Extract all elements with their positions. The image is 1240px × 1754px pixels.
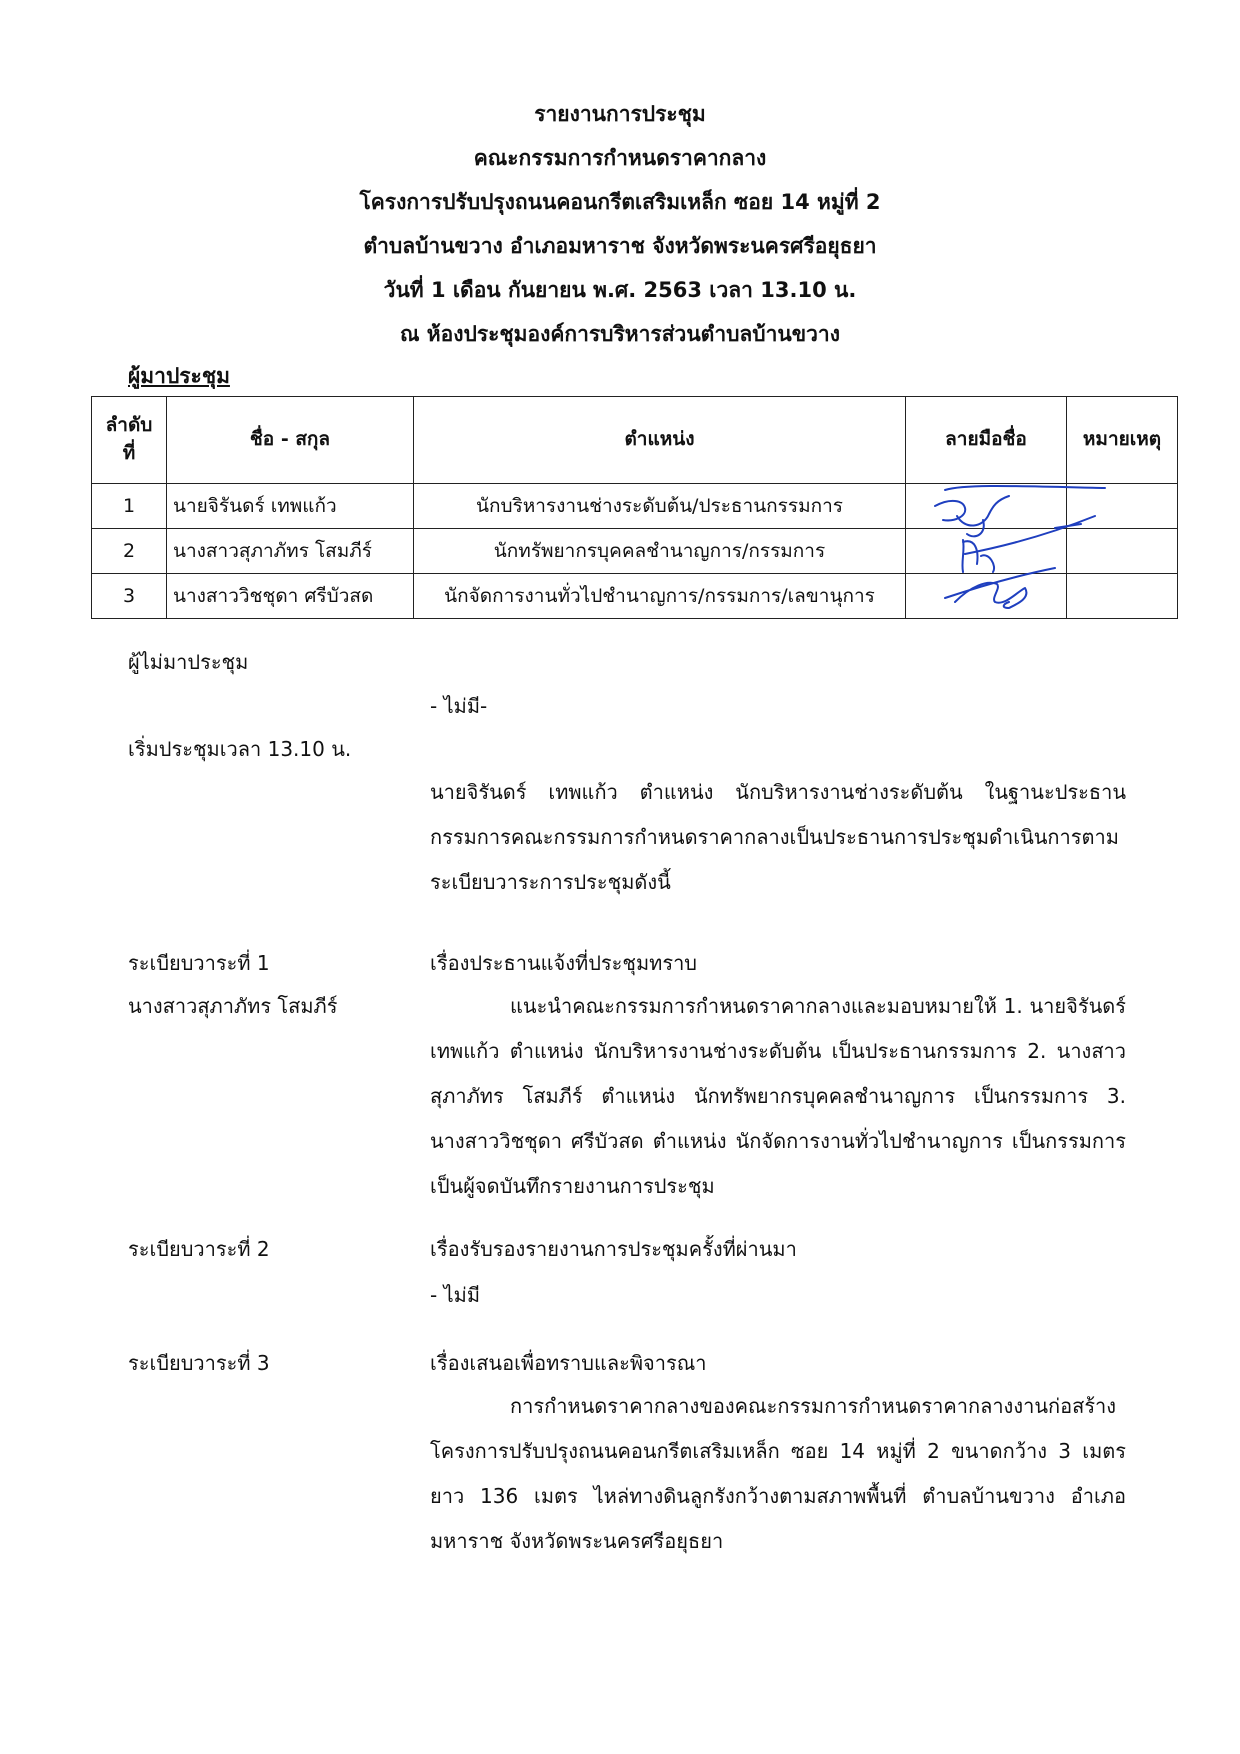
row-signature-cell bbox=[906, 574, 1067, 619]
attendees-table bbox=[91, 396, 1178, 619]
row-signature-cell bbox=[906, 484, 1067, 529]
row-name: นางสาววิชชุดา ศรีบัวสด bbox=[167, 574, 414, 619]
col-position: ตำแหน่ง bbox=[414, 397, 906, 484]
col-signature: ลายมือชื่อ bbox=[906, 397, 1067, 484]
header-committee: คณะกรรมการกำหนดราคากลาง bbox=[473, 146, 767, 170]
header-project: โครงการปรับปรุงถนนคอนกรีตเสริมเหล็ก ซอย 14 หมู่ที่ 2 bbox=[359, 190, 881, 214]
table-header-row bbox=[92, 397, 1178, 484]
table-row bbox=[92, 484, 1178, 529]
row-no: 3 bbox=[92, 574, 167, 619]
start-text: นายจิรันดร์ เทพแก้ว ตำแหน่ง นักบริหารงานช่างระดับต้น ในฐานะประธานกรรมการคณะกรรมการกำหนดราคากลางเป็นประธานการประชุมดำเนินการตามระเบียบวาระการประชุมดังนี้ bbox=[430, 780, 1126, 894]
row-signature-cell bbox=[906, 529, 1067, 574]
header-location: ตำบลบ้านขวาง อำเภอมหาราช จังหวัดพระนครศรีอยุธยา bbox=[363, 234, 877, 258]
absent-value: - ไม่มี- bbox=[430, 694, 488, 718]
agenda-2-label: ระเบียบวาระที่ 2 bbox=[128, 1237, 270, 1261]
header-title: รายงานการประชุม bbox=[534, 102, 706, 126]
table-row bbox=[92, 529, 1178, 574]
row-note bbox=[1067, 574, 1178, 619]
row-no: 2 bbox=[92, 529, 167, 574]
row-name: นายจิรันดร์ เทพแก้ว bbox=[167, 484, 414, 529]
row-position: นักทรัพยากรบุคคลชำนาญการ/กรรมการ bbox=[414, 529, 906, 574]
col-no: ลำดับ ที่ bbox=[92, 397, 167, 484]
agenda-3-body: การกำหนดราคากลางของคณะกรรมการกำหนดราคากลางงานก่อสร้าง โครงการปรับปรุงถนนคอนกรีตเสริมเหล็ก ซอย 14 หมู่ที่ 2 ขนาดกว้าง 3 เมตร ยาว 136 เมตร ไหล่ทางดินลูกรังกว้างตามสภาพพื้นที่ ตำบลบ้านขวาง อำเภอมหาราช จังหวัดพระนครศรีอยุธยา bbox=[430, 1394, 1126, 1553]
table-row bbox=[92, 574, 1178, 619]
attendees-title: ผู้มาประชุม bbox=[128, 364, 230, 388]
agenda-3-subject: เรื่องเสนอเพื่อทราบและพิจารณา bbox=[430, 1351, 707, 1375]
agenda-2-subject: เรื่องรับรองรายงานการประชุมครั้งที่ผ่านมา bbox=[430, 1237, 797, 1261]
agenda-3-label: ระเบียบวาระที่ 3 bbox=[128, 1351, 270, 1375]
document-header bbox=[0, 92, 1240, 356]
row-name: นางสาวสุภาภัทร โสมภีร์ bbox=[167, 529, 414, 574]
agenda-1-speaker: นางสาวสุภาภัทร โสมภีร์ bbox=[128, 994, 338, 1018]
col-note: หมายเหตุ bbox=[1067, 397, 1178, 484]
row-note bbox=[1067, 484, 1178, 529]
row-position: นักจัดการงานทั่วไปชำนาญการ/กรรมการ/เลขานุการ bbox=[414, 574, 906, 619]
header-venue: ณ ห้องประชุมองค์การบริหารส่วนตำบลบ้านขวาง bbox=[400, 322, 840, 346]
row-no: 1 bbox=[92, 484, 167, 529]
col-name: ชื่อ - สกุล bbox=[167, 397, 414, 484]
header-date: วันที่ 1 เดือน กันยายน พ.ศ. 2563 เวลา 13.10 น. bbox=[383, 278, 857, 302]
agenda-1-body: แนะนำคณะกรรมการกำหนดราคากลางและมอบหมายให้ 1. นายจิรันดร์ เทพแก้ว ตำแหน่ง นักบริหารงานช่างระดับต้น เป็นประธานกรรมการ 2. นางสาวสุภาภัทร โสมภีร์ ตำแหน่ง นักทรัพยากรบุคคลชำนาญการ เป็นกรรมการ 3. นางสาววิชชุดา ศรีบัวสด ตำแหน่ง นักจัดการงานทั่วไปชำนาญการ เป็นกรรมการ เป็นผู้จดบันทึกรายงานการประชุม bbox=[430, 994, 1126, 1198]
absent-label: ผู้ไม่มาประชุม bbox=[128, 650, 249, 674]
agenda-2-body: - ไม่มี bbox=[430, 1283, 480, 1307]
agenda-1-subject: เรื่องประธานแจ้งที่ประชุมทราบ bbox=[430, 951, 697, 975]
agenda-1-label: ระเบียบวาระที่ 1 bbox=[128, 951, 270, 975]
row-position: นักบริหารงานช่างระดับต้น/ประธานกรรมการ bbox=[414, 484, 906, 529]
row-note bbox=[1067, 529, 1178, 574]
start-label: เริ่มประชุมเวลา 13.10 น. bbox=[128, 737, 352, 761]
